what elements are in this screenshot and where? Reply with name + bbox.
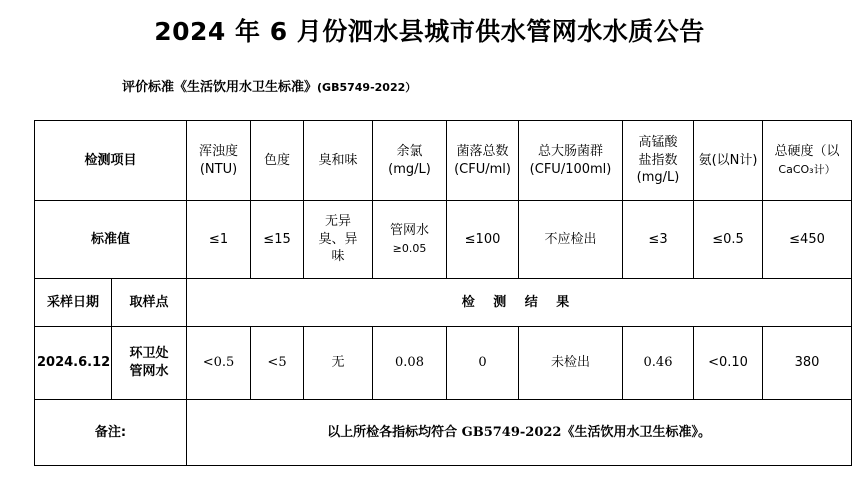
sampling-point-label: 取样点 xyxy=(112,279,187,327)
item-label-cell: 检测项目 xyxy=(35,121,187,201)
result-permanganate: 0.46 xyxy=(623,327,694,400)
standard-turbidity: ≤1 xyxy=(187,201,251,279)
evaluation-standard-code: (GB5749-2022） xyxy=(317,81,417,94)
evaluation-standard-name: 评价标准《生活饮用水卫生标准》 xyxy=(122,80,318,95)
result-coliform: 未检出 xyxy=(519,327,623,400)
result-colony: 0 xyxy=(447,327,519,400)
results-label: 检 测 结 果 xyxy=(187,279,852,327)
water-quality-table xyxy=(34,120,852,466)
header-odor: 臭和味 xyxy=(304,121,373,201)
standard-color: ≤15 xyxy=(251,201,304,279)
standard-permanganate: ≤3 xyxy=(623,201,694,279)
result-chlorine: 0.08 xyxy=(373,327,447,400)
result-color: <5 xyxy=(251,327,304,400)
standard-row xyxy=(35,201,852,279)
table-header-row xyxy=(35,121,852,201)
sampling-point: 环卫处 管网水 xyxy=(112,327,187,400)
header-turbidity: 浑浊度 (NTU) xyxy=(187,121,251,201)
header-hardness: 总硬度（以 CaCO₃计） xyxy=(763,121,852,201)
standard-ammonia: ≤0.5 xyxy=(694,201,763,279)
header-chlorine: 余氯 (mg/L) xyxy=(373,121,447,201)
standard-odor: 无异 臭、异 味 xyxy=(304,201,373,279)
header-ammonia: 氨(以N计) xyxy=(694,121,763,201)
remark-label: 备注: xyxy=(35,400,187,466)
standard-label: 标准值 xyxy=(35,201,187,279)
standard-hardness: ≤450 xyxy=(763,201,852,279)
standard-chlorine: 管网水 ≥0.05 xyxy=(373,201,447,279)
evaluation-standard xyxy=(122,76,416,95)
page-title: 2024 年 6 月份泗水县城市供水管网水水质公告 xyxy=(154,17,705,46)
remark-row xyxy=(35,400,852,466)
standard-colony: ≤100 xyxy=(447,201,519,279)
header-coliform: 总大肠菌群 (CFU/100ml) xyxy=(519,121,623,201)
result-turbidity: <0.5 xyxy=(187,327,251,400)
header-color: 色度 xyxy=(251,121,304,201)
result-odor: 无 xyxy=(304,327,373,400)
result-ammonia: <0.10 xyxy=(694,327,763,400)
header-permanganate: 高锰酸 盐指数 (mg/L) xyxy=(623,121,694,201)
standard-coliform: 不应检出 xyxy=(519,201,623,279)
sampling-date: 2024.6.12 xyxy=(35,327,112,400)
remark-text: 以上所检各指标均符合 GB5749-2022《生活饮用水卫生标准》。 xyxy=(187,400,852,466)
sampling-date-label: 采样日期 xyxy=(35,279,112,327)
results-header-row xyxy=(35,279,852,327)
header-colony: 菌落总数 (CFU/ml) xyxy=(447,121,519,201)
result-row xyxy=(35,327,852,400)
result-hardness: 380 xyxy=(763,327,852,400)
